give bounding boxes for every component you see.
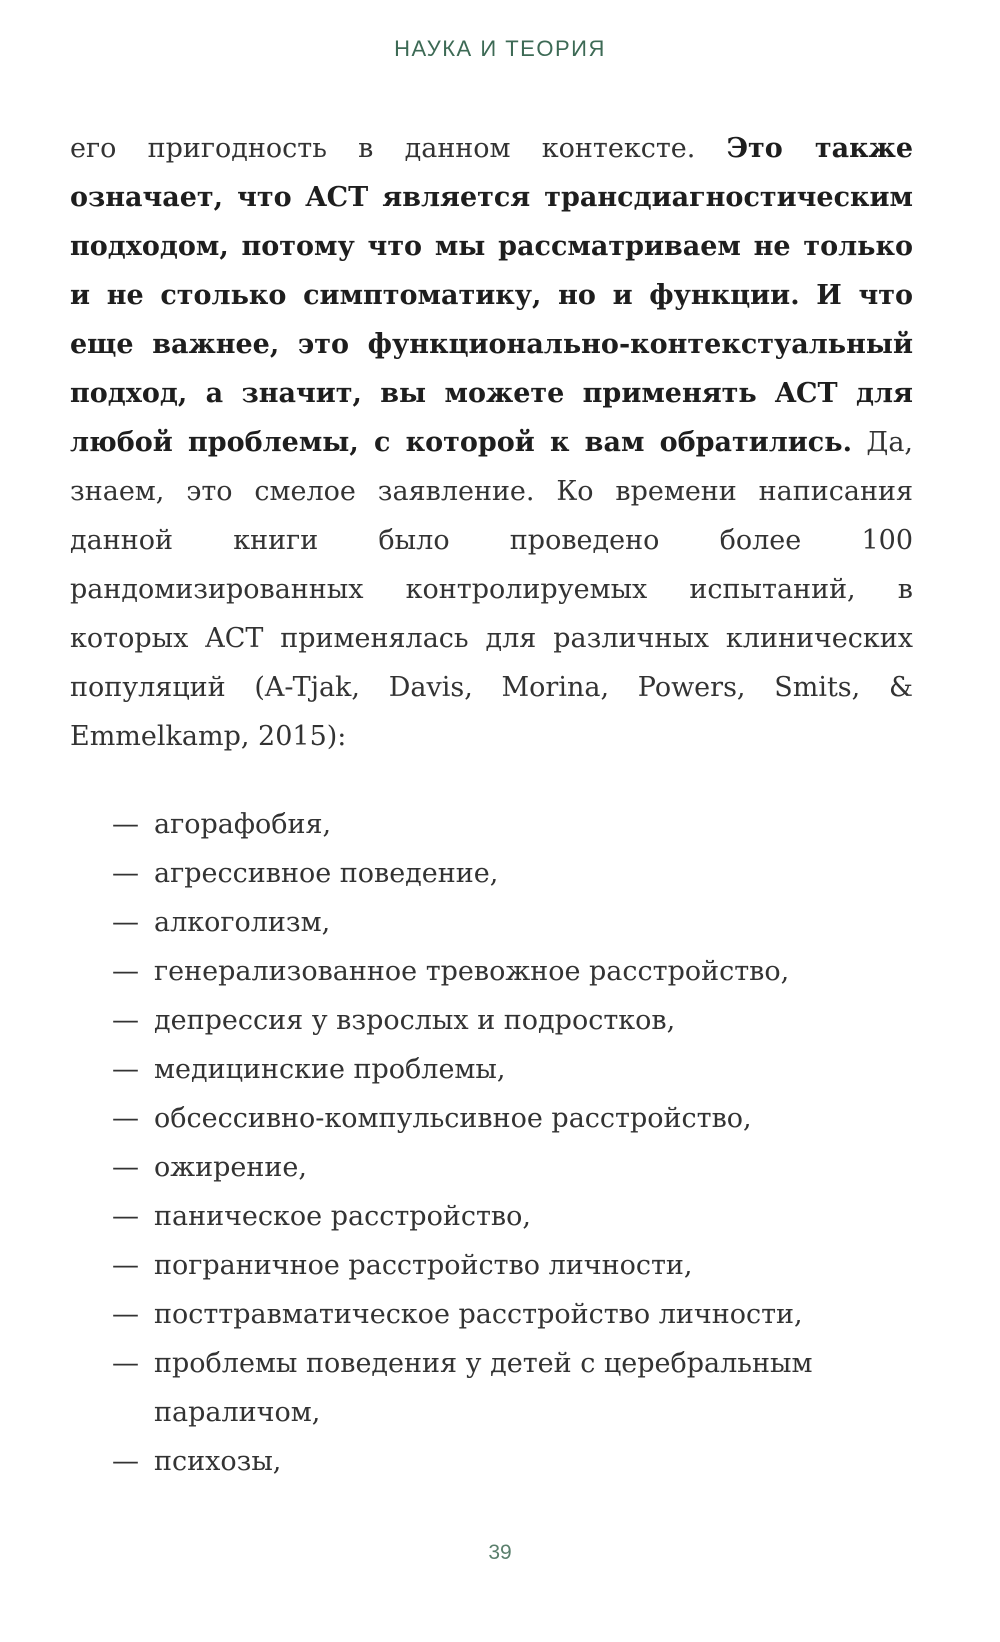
- list-item-text: агрессивное поведение,: [154, 858, 499, 889]
- paragraph-rest: Да, знаем, это смелое заявление. Ко времени написания данной книги было проведено более 100 рандомизированных контролируемых испытаний, в которых ACT применялась для различных клинических популяций (A-Tjak, Davis, Morina, Powers, Smits, & Emmelkamp, 2015):: [70, 427, 914, 752]
- list-dash: —: [112, 1299, 139, 1330]
- list-item: [112, 996, 912, 1045]
- list-dash: —: [112, 1201, 139, 1232]
- body-paragraph: [70, 124, 913, 761]
- list-dash: —: [112, 809, 139, 840]
- list-item-text: депрессия у взрослых и подростков,: [154, 1005, 676, 1036]
- list-dash: —: [112, 1054, 139, 1085]
- list-item-text: обсессивно-компульсивное расстройство,: [154, 1103, 752, 1134]
- list-item: [112, 1192, 912, 1241]
- list-item-text: паническое расстройство,: [154, 1201, 531, 1232]
- list-dash: —: [112, 1348, 139, 1379]
- running-head: НАУКА И ТЕОРИЯ: [394, 36, 606, 61]
- list-item: [112, 1143, 912, 1192]
- list-item-text: ожирение,: [154, 1152, 307, 1183]
- paragraph-lead: его пригодность в данном контексте.: [70, 133, 727, 164]
- list-item: [112, 1437, 912, 1486]
- page-number: 39: [488, 1541, 512, 1564]
- list-item: [112, 1241, 912, 1290]
- list-item-text: проблемы поведения у детей с церебральным параличом,: [154, 1348, 813, 1428]
- list-item-text: пограничное расстройство личности,: [154, 1250, 693, 1281]
- conditions-list: [112, 800, 912, 1486]
- paragraph-bold-statement: Это также означает, что ACT является трансдиагностическим подходом, потому что мы рассматриваем не только и не столько симптоматику, но и функции. И что еще важнее, это функционально-контекстуальный подход, а значит, вы можете применять ACT для любой проблемы, с которой к вам обратились.: [70, 133, 914, 458]
- list-dash: —: [112, 1446, 139, 1477]
- list-item-text: медицинские проблемы,: [154, 1054, 506, 1085]
- list-dash: —: [112, 1103, 139, 1134]
- list-item-text: алкоголизм,: [154, 907, 331, 938]
- list-item: [112, 1290, 912, 1339]
- list-dash: —: [112, 1152, 139, 1183]
- list-item-text: генерализованное тревожное расстройство,: [154, 956, 790, 987]
- list-item: [112, 1045, 912, 1094]
- list-dash: —: [112, 907, 139, 938]
- list-item-text: психозы,: [154, 1446, 282, 1477]
- list-dash: —: [112, 956, 139, 987]
- list-item: [112, 898, 912, 947]
- list-item: [112, 1094, 912, 1143]
- list-item: [112, 947, 912, 996]
- list-item-text: агорафобия,: [154, 809, 332, 840]
- list-item: [112, 1339, 912, 1437]
- list-dash: —: [112, 1005, 139, 1036]
- list-item-text: посттравматическое расстройство личности,: [154, 1299, 803, 1330]
- list-item: [112, 849, 912, 898]
- list-dash: —: [112, 1250, 139, 1281]
- list-item: [112, 800, 912, 849]
- list-dash: —: [112, 858, 139, 889]
